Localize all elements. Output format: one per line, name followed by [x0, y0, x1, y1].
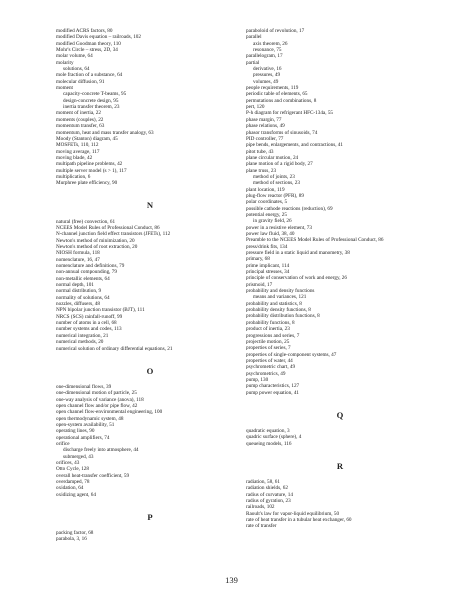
index-entry: rate of transfer [246, 523, 277, 530]
index-entry: potential energy, 25 [246, 211, 287, 218]
index-entry: orifices, 43 [56, 460, 80, 466]
index-entry: quadric surface (sphere), 4 [246, 434, 302, 441]
index-entry: phase margin, 77 [246, 116, 282, 123]
index-column-right [246, 28, 434, 530]
index-entry: NCEES Model Rules of Professional Conduct, 86 [56, 224, 160, 231]
index-entry: momentum transfer, 63 [56, 123, 105, 130]
index-subentry: resonance, 75 [253, 47, 282, 54]
index-subentry: design-concrete design, 95 [63, 97, 119, 104]
index-entry: numerical methods, 20 [56, 339, 104, 346]
index-entry: pump, 130 [246, 376, 269, 383]
index-entry: pump characteristics, 127 [246, 383, 300, 390]
index-entry: Moody (Stanton) diagram, 45 [56, 135, 118, 142]
index-entry: psychrometric chart, 49 [246, 364, 296, 371]
index-entry: rate of heat transfer in a tubular heat exchanger, 60 [246, 517, 352, 524]
index-entry: NIOSH formula, 118 [56, 250, 100, 257]
index-subentry: derivative, 16 [253, 66, 282, 73]
index-column-left [56, 28, 244, 543]
index-subentry: means and variances, 121 [253, 294, 307, 301]
index-entry: press/drink fits, 134 [246, 243, 288, 250]
index-subentry: submerged, 43 [63, 453, 94, 460]
index-entry: probability and statistics, 8 [246, 300, 302, 307]
index-entry: oxidation, 64 [56, 485, 84, 492]
index-entry: overall heat-transfer coefficient, 59 [56, 472, 130, 479]
section-heading: R [336, 460, 344, 471]
index-entry: NRCS (SCS) rainfall-runoff, 99 [56, 313, 123, 320]
index-entry: Murphree plate efficiency, 90 [56, 180, 118, 187]
index-entry: orifice [56, 440, 70, 447]
index-subentry: inertia transfer theorem, 23 [63, 104, 120, 111]
index-entry: Raoult's law for vapor-liquid equilibrium, 50 [246, 510, 340, 517]
index-entry: numerical solution of ordinary differential equations, 21 [56, 345, 173, 352]
index-entry: packing factor, 68 [56, 530, 94, 537]
index-entry: open-system availability, 51 [56, 421, 115, 428]
page-number: 139 [225, 575, 238, 585]
index-entry: progressions and series, 7 [246, 332, 300, 339]
index-entry: number systems and codes, 113 [56, 326, 122, 333]
index-entry: primary, 68 [246, 256, 270, 263]
index-entry: radius of gyration, 23 [246, 498, 291, 505]
index-entry: railroads, 102 [246, 504, 275, 511]
index-entry: operating lines, 90 [56, 428, 95, 435]
index-entry: pipe bends, enlargements, and contractions, 41 [246, 142, 343, 149]
index-entry: oxidizing agent, 64 [56, 491, 96, 498]
index-entry: moving average, 117 [56, 148, 100, 155]
index-entry: operational amplifiers, 74 [56, 434, 110, 441]
index-entry: modified Goodman theory, 110 [56, 40, 121, 47]
index-entry: P-h diagram for refrigerant HFC-134a, 55 [246, 110, 334, 117]
index-entry: power law fluid, 38, 40 [246, 231, 295, 237]
index-entry: moving blade, 42 [56, 154, 93, 161]
index-entry: multiplication, 6 [56, 173, 91, 180]
index-entry: Mohr's Circle – stress, 2D, 34 [56, 47, 118, 54]
section-heading: P [147, 511, 153, 522]
index-entry: principle of conservation of work and energy, 26 [246, 275, 347, 282]
index-entry: moment of inertia, 22 [56, 110, 101, 117]
index-entry: open thermodynamic system, 48 [56, 415, 124, 422]
index-entry: plane circular motion, 24 [246, 154, 299, 161]
index-entry: probability distribution functions, 8 [246, 313, 320, 320]
index-entry: normality of solutions, 64 [56, 294, 110, 301]
index-entry: normal depth, 101 [56, 282, 94, 289]
index-entry: nomenclature and definitions, 79 [56, 263, 125, 270]
index-entry: MOSFETs, 110, 112 [56, 142, 99, 149]
index-entry: prime implicant, 114 [246, 262, 290, 269]
index-entry: quadratic equation, 3 [246, 427, 290, 434]
index-subentry: volumes, 49 [253, 78, 279, 85]
index-entry: Otto Cycle, 128 [56, 466, 89, 473]
index-entry: one-dimensional motion of particle, 25 [56, 390, 137, 397]
index-entry: one-way analysis of variance (anova), 118 [56, 396, 144, 403]
index-entry: Preamble to the NCEES Model Rules of Professional Conduct, 86 [246, 237, 384, 244]
index-entry: product of inertia, 23 [246, 326, 290, 333]
index-entry: multiple server model (s > 1), 117 [56, 167, 127, 174]
index-entry: momentum, heat and mass transfer analogy, 63 [56, 129, 154, 136]
index-entry: open channel flow and/or pipe flow, 42 [56, 402, 138, 409]
index-entry: molarity [56, 59, 74, 66]
index-entry: phase relations, 49 [246, 123, 285, 130]
index-entry: pert, 120 [246, 104, 265, 111]
index-entry: number of atoms in a cell, 68 [56, 320, 117, 327]
index-entry: probability and density functions [246, 288, 315, 295]
index-entry: multipath pipeline problems, 42 [56, 161, 123, 168]
index-entry: normal distribution, 9 [56, 288, 102, 295]
index-entry: Newton's method of minimization, 20 [56, 237, 135, 244]
index-entry: possible cathode reactions (reduction), 69 [246, 205, 333, 212]
index-entry: molar volume, 64 [56, 53, 93, 60]
index-entry: numerical integration, 21 [56, 332, 109, 339]
index-entry: non-annual compounding, 79 [56, 269, 117, 276]
index-entry: moments (couples), 22 [56, 116, 104, 123]
index-entry: modified ACRS factors, 80 [56, 28, 113, 34]
index-subentry: discharge freely into atmosphere, 44 [63, 447, 139, 454]
index-entry: plane motion of a rigid body, 27 [246, 161, 313, 168]
index-subentry: capacity-concrete T-beams, 95 [63, 91, 127, 98]
index-subentry: method of joints, 23 [253, 173, 295, 180]
index-entry: plant location, 119 [246, 186, 285, 193]
index-entry: mole fraction of a substance, 64 [56, 72, 123, 79]
section-heading: O [146, 365, 154, 376]
section-heading: N [146, 200, 154, 211]
index-entry: nozzles, diffusers, 48 [56, 301, 100, 308]
index-entry: radius of curvature, 14 [246, 491, 293, 498]
index-entry: PID controller, 77 [246, 135, 284, 142]
index-entry: nomenclature, 16, 47 [56, 256, 100, 263]
index-entry: plane truss, 23 [246, 167, 277, 174]
index-entry: properties of water, 44 [246, 357, 293, 364]
index-entry: queueing models, 116 [246, 440, 292, 447]
index-entry: molecular diffusion, 91 [56, 78, 105, 85]
index-entry: one-dimensional flows, 39 [56, 383, 112, 390]
index-entry: periodic table of elements, 65 [246, 91, 308, 98]
index-entry: principal stresses, 34 [246, 269, 290, 276]
index-entry: open channel flow-environmental engineering, 100 [56, 409, 163, 416]
index-entry: pressure field in a static liquid and manometry, 38 [246, 250, 350, 257]
index-entry: people requirements, 119 [246, 85, 299, 92]
index-entry: partial [246, 59, 260, 66]
index-subentry: method of sections, 23 [253, 180, 300, 187]
index-entry: natural (free) convection, 61 [56, 218, 116, 225]
index-entry: parallel [246, 34, 262, 41]
index-entry: polar coordinates, 5 [246, 199, 288, 206]
index-entry: NPN bipolar junction transistor (BJT), 111 [56, 307, 145, 314]
index-entry: parallelogram, 17 [246, 53, 283, 60]
index-entry: phasor transforms of sinusoids, 74 [246, 129, 318, 136]
index-entry: psychrometrics, 49 [246, 370, 286, 377]
index-entry: pump power equation, 41 [246, 389, 300, 396]
index-entry: radiation shields, 62 [246, 485, 288, 492]
index-entry: plug-flow reactor (PFR), 89 [246, 192, 304, 199]
index-subentry: pressures, 49 [253, 72, 281, 79]
index-subentry: in gravity field, 26 [253, 218, 292, 225]
section-heading: Q [336, 409, 344, 420]
index-entry: parabola, 3, 16 [56, 536, 87, 543]
index-entry: overdamped, 78 [56, 479, 90, 486]
index-entry: prismoid, 17 [246, 281, 273, 288]
index-subentry: solutions, 64 [63, 66, 90, 73]
index-entry: properties of single-component systems, 47 [246, 351, 337, 358]
index-entry: non-metallic elements, 64 [56, 275, 110, 282]
index-entry: modified Davis equation – railroads, 102 [56, 34, 141, 41]
index-entry: paraboloid of revolution, 17 [246, 28, 305, 34]
index-entry: properties of series, 7 [246, 345, 291, 352]
index-entry: moment [56, 85, 74, 92]
index-entry: pitot tube, 43 [246, 148, 274, 155]
index-entry: projectile motion, 25 [246, 338, 290, 345]
index-entry: permutations and combinations, 8 [246, 97, 317, 104]
index-entry: radiation, 58, 61 [246, 479, 280, 486]
index-entry: probability density functions, 8 [246, 307, 311, 314]
index-entry: N-channel junction field effect transistors (JFETs), 112 [56, 231, 171, 238]
index-entry: probability functions, 8 [246, 319, 295, 326]
index-subentry: axis theorem, 26 [253, 40, 288, 47]
index-entry: Newton's method of root extraction, 20 [56, 244, 138, 250]
index-entry: power in a resistive element, 73 [246, 224, 312, 231]
